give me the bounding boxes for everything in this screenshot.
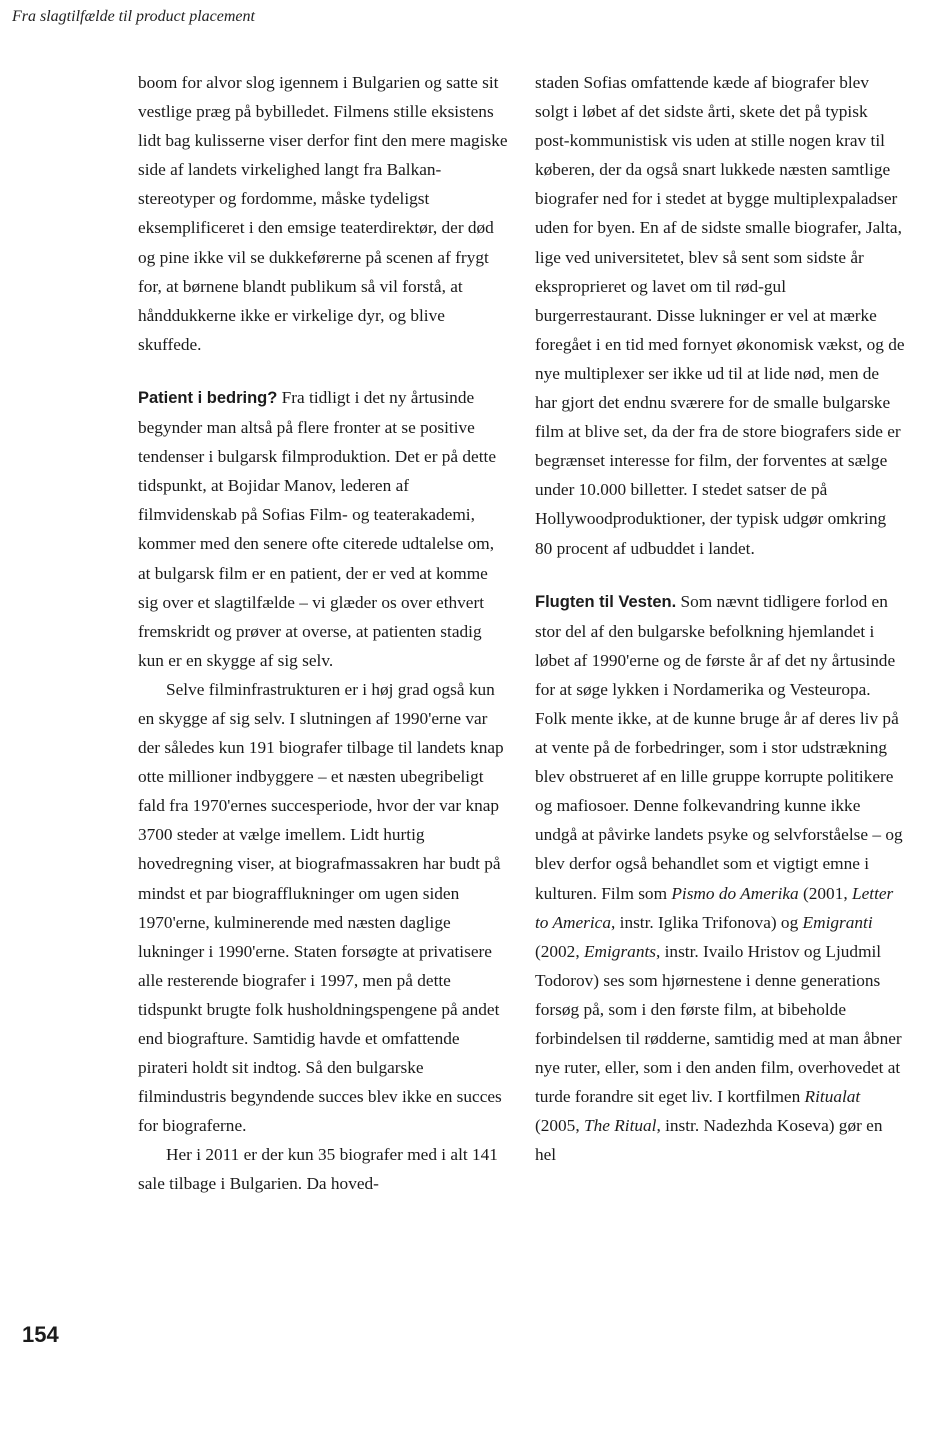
film-title: Letter to America xyxy=(535,883,894,932)
paragraph-text: (2005, xyxy=(535,1116,584,1136)
page-number: 154 xyxy=(22,1322,59,1347)
running-header: Fra slagtilfælde til product placement xyxy=(12,8,255,25)
film-title: Emigrants xyxy=(583,941,656,961)
section-heading: Flugten til Vesten. xyxy=(535,592,677,611)
paragraph-text: Fra tidligt i det ny årtusinde begynder man altså på flere fronter at se positive tendenser i bulgarsk filmproduktion. Det er på dette tidspunkt, at Bojidar Manov, lederen af filmvidenskab på Sofias Film- og teaterakademi, kommer med den senere ofte citerede udtalelse om, at bulgarsk film er en patient, der er ved at komme sig over et slagtilfælde – vi glæder os over ethvert fremskridt og prøver at overse, at patienten stadig kun er en skygge af sig selv. xyxy=(138,387,497,670)
section-heading: Patient i bedring? xyxy=(138,388,278,407)
paragraph: Her i 2011 er der kun 35 biografer med i alt 141 sale tilbage i Bulgarien. Da hoved- xyxy=(138,1145,498,1194)
paragraph-text: , instr. Nadezhda Koseva) gør en hel xyxy=(535,1116,883,1165)
left-column xyxy=(138,68,510,1199)
paragraph: staden Sofias omfattende kæde af biografer blev solgt i løbet af det sidste årti, skete det på typisk post-kommunistisk vis uden at stille nogen krav til køberen, der da også snart lukkede næsten samtlige biografer ned for i stedet at bygge multiplexpaladser uden for byen. En af de sidste smalle biografer, Jalta, lige ved universitetet, blev så sent som sidste år eksproprieret og lavet om til rød-gul burgerrestaurant. Disse lukninger er vel at mærke foregået i en tid med fornyet økonomisk vækst, og de nye multiplexer ser ikke ud til at lide nød, men de har gjort det endnu sværere for de smalle bulgarske film at blive set, da der fra de store biografers side er begrænset interesse for film, der forventes at sælge under 10.000 billetter. I stedet satser de på Hollywoodproduktioner, der typisk udgør omkring 80 procent af udbuddet i landet. xyxy=(535,73,905,558)
paragraph-text: , instr. Iglika Trifonova) og xyxy=(611,912,803,932)
paragraph-text: (2001, xyxy=(798,883,852,903)
paragraph xyxy=(138,383,510,675)
film-title: Ritualat xyxy=(804,1087,861,1107)
paragraph: boom for alvor slog igennem i Bulgarien og satte sit vestlige præg på bybilledet. Filmens stille eksistens lidt bag kulisserne viser derfor fint den mere magiske side af landets virkelighed langt fra Balkan-stereotyper og fordomme, måske tydeligst eksemplificeret i den emsige teaterdirektør, der død og pine ikke vil se dukkeførerne på scenen af frygt for, at børnene blandt publikum så vil forstå, at hånddukkerne ikke er virkelige dyr, og blive skuffede. xyxy=(138,73,508,354)
paragraph: Selve filminfrastrukturen er i høj grad også kun en skygge af sig selv. I slutningen af 1990'erne var der således kun 191 biografer tilbage til landets knap otte millioner indbyggere – et næsten ubegribeligt fald fra 1970'ernes succesperiode, hvor der var knap 3700 steder at vælge imellem. Lidt hurtig hovedregning viser, at biografmassakren har budt på mindst et par biografflukninger om ugen siden 1970'erne, kulminerende med næsten daglige lukninger i 1990'erne. Staten forsøgte at privatisere alle resterende biografer i 1997, men på dette tidspunkt brugte folk husholdningspengene på andet end biografture. Samtidig havde et omfattende pirateri holdt sit indtog. Så den bulgarske filmindustris begyndende succes blev ikke en succes for biograferne. xyxy=(138,679,504,1136)
film-title: Emigranti xyxy=(802,912,873,932)
film-title: The Ritual xyxy=(583,1116,657,1136)
paragraph-text: , instr. Ivailo Hristov og Ljudmil Todorov) ses som hjørnestene i denne generations forsøg på, som i den første film, at bibeholde forbindelsen til rødderne, samtidig med at man åbner nye ruter, eller, som i den anden film, overhovedet at turde forandre sit eget liv. I kortfilmen xyxy=(535,941,902,1107)
paragraph-text: (2002, xyxy=(535,941,584,961)
paragraph-text: Som nævnt tidligere forlod en stor del af den bulgarske befolkning hjemlandet i løbet af 1990'erne og de første år af det ny årtusinde for at søge lykken i Nordamerika og Vesteuropa. Folk mente ikke, at de kunne bruge år af deres liv på at vente på de forbedringer, som i stor udstrækning blev obstrueret af en lille gruppe korrupte politikere og mafiosoer. Denne folkevandring kunne ikke undgå at påvirke landets psyke og selvforståelse – og blev derfor også behandlet som et vigtigt emne i kulturen. Film som xyxy=(535,591,903,903)
film-title: Pismo do Amerika xyxy=(671,883,799,903)
right-column xyxy=(535,68,905,1169)
paragraph xyxy=(535,587,905,1170)
